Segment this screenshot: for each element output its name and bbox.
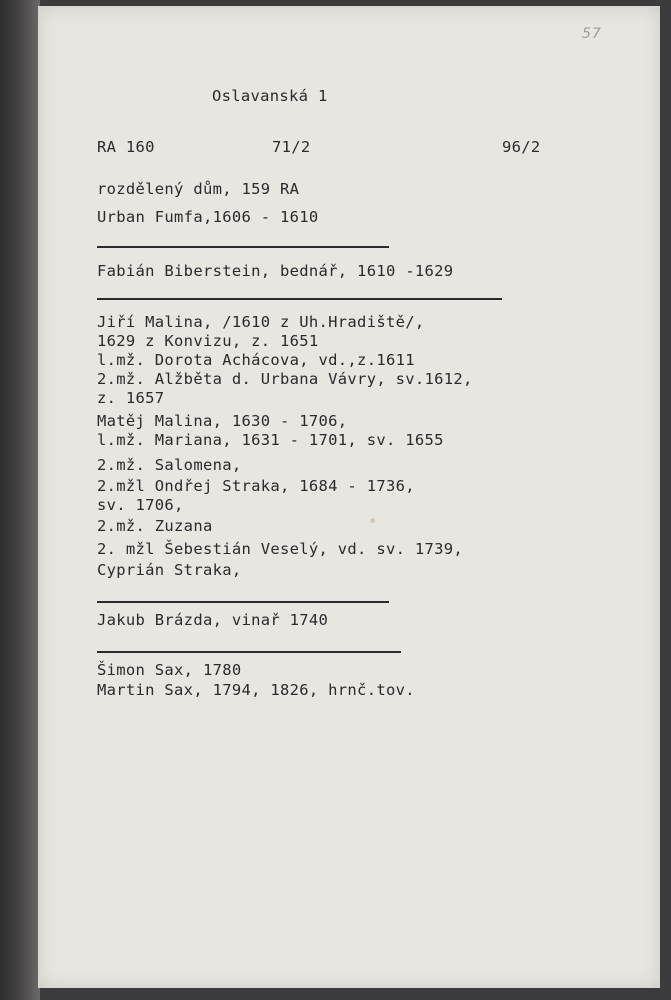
owner-entry: rozdělený dům, 159 RA bbox=[97, 180, 300, 198]
card-binding-edge bbox=[0, 0, 40, 1000]
ra-reference: RA 160 bbox=[97, 138, 155, 156]
owner-entry: Urban Fumfa,1606 - 1610 bbox=[97, 208, 319, 226]
paper-stain bbox=[370, 518, 375, 523]
owner-entry: sv. 1706, bbox=[97, 496, 184, 514]
card-title: Oslavanská 1 bbox=[212, 87, 328, 105]
section-divider bbox=[97, 601, 389, 603]
owner-entry: Martin Sax, 1794, 1826, hrnč.tov. bbox=[97, 681, 415, 699]
owner-entry: 2. mžl Šebestián Veselý, vd. sv. 1739, bbox=[97, 540, 464, 558]
owner-entry: Cyprián Straka, bbox=[97, 561, 242, 579]
owner-entry: 2.mž. Zuzana bbox=[97, 517, 213, 535]
owner-entry: Matěj Malina, 1630 - 1706, bbox=[97, 412, 348, 430]
owner-entry: Fabián Biberstein, bednář, 1610 -1629 bbox=[97, 262, 454, 280]
owner-entry: 2.mž. Alžběta d. Urbana Vávry, sv.1612, bbox=[97, 370, 473, 388]
middle-reference: 71/2 bbox=[272, 138, 311, 156]
owner-entry: l.mž. Dorota Achácova, vd.,z.1611 bbox=[97, 351, 415, 369]
section-divider bbox=[97, 246, 389, 248]
owner-entry: 1629 z Konvizu, z. 1651 bbox=[97, 332, 319, 350]
page-number: 57 bbox=[582, 26, 602, 42]
section-divider bbox=[97, 651, 401, 653]
right-reference: 96/2 bbox=[502, 138, 541, 156]
owner-entry: 2.mžl Ondřej Straka, 1684 - 1736, bbox=[97, 477, 415, 495]
section-divider bbox=[97, 298, 502, 300]
owner-entry: 2.mž. Salomena, bbox=[97, 456, 242, 474]
owner-entry: Jiří Malina, /1610 z Uh.Hradiště/, bbox=[97, 313, 425, 331]
owner-entry: z. 1657 bbox=[97, 389, 165, 407]
owner-entry: Šimon Sax, 1780 bbox=[97, 661, 242, 679]
owner-entry: l.mž. Mariana, 1631 - 1701, sv. 1655 bbox=[97, 431, 444, 449]
owner-entry: Jakub Brázda, vinař 1740 bbox=[97, 611, 329, 629]
